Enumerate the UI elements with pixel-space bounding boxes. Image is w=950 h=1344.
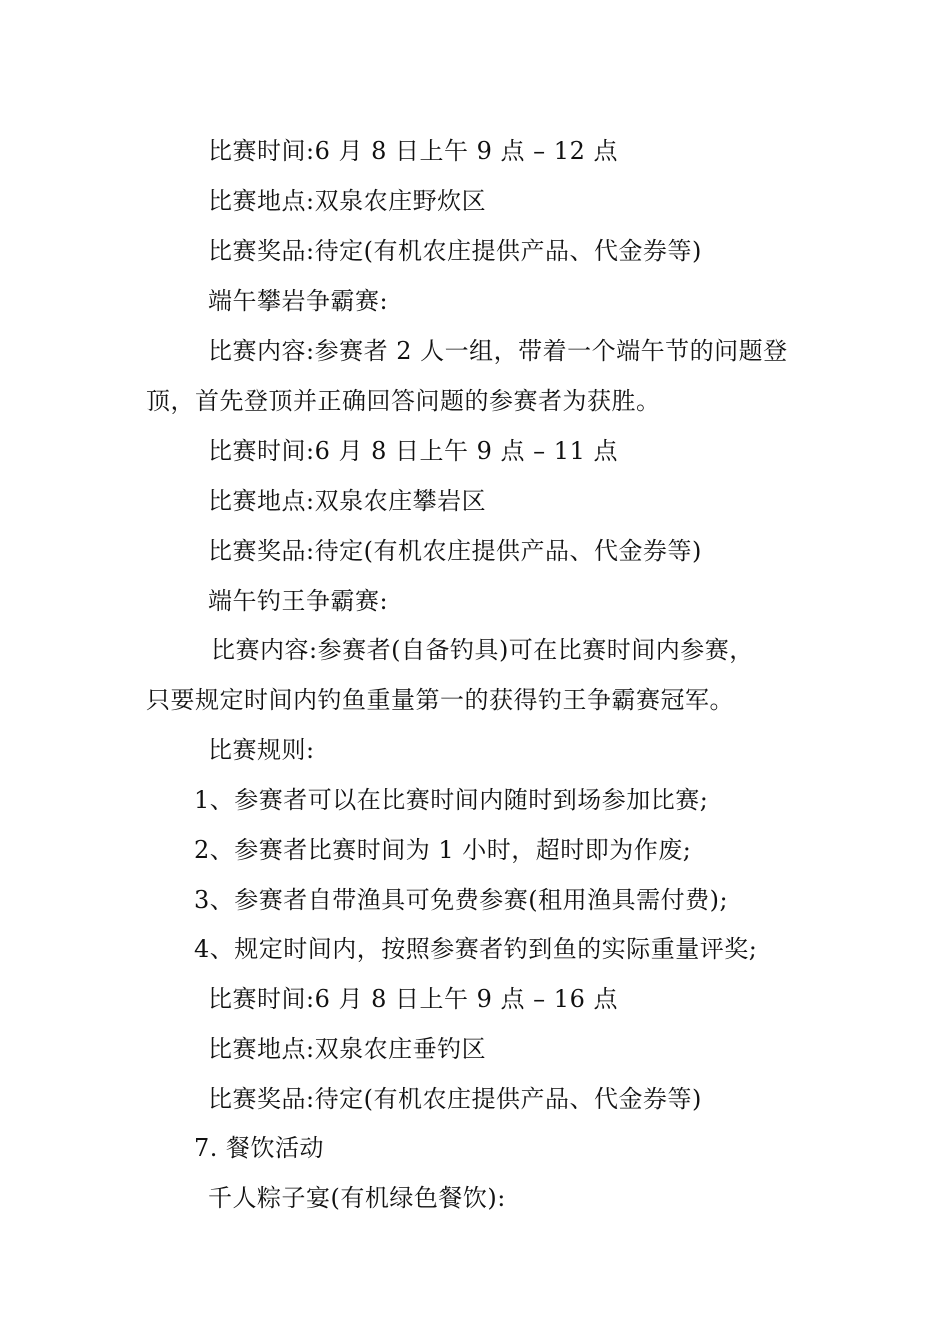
text-line: 比赛地点:双泉农庄攀岩区 — [208, 487, 487, 515]
text-line: 比赛时间:6 月 8 日上午 9 点 – 16 点 — [208, 985, 618, 1013]
section-heading: 比赛规则: — [208, 736, 315, 764]
text-line: 比赛时间:6 月 8 日上午 9 点 – 12 点 — [208, 137, 618, 165]
rule-item: 4、规定时间内，按照参赛者钓到鱼的实际重量评奖; — [194, 935, 758, 963]
text-line: 比赛内容:参赛者 2 人一组，带着一个端午节的问题登 — [208, 337, 788, 365]
text-line: 只要规定时间内钓鱼重量第一的获得钓王争霸赛冠军。 — [146, 686, 734, 714]
text-line: 比赛奖品:待定(有机农庄提供产品、代金券等) — [208, 237, 702, 265]
rule-item: 3、参赛者自带渔具可免费参赛(租用渔具需付费); — [194, 886, 729, 914]
rule-item: 2、参赛者比赛时间为 1 小时，超时即为作废; — [194, 836, 692, 864]
section-heading: 7. 餐饮活动 — [194, 1134, 325, 1162]
section-heading: 端午钓王争霸赛: — [208, 587, 389, 615]
text-line: 比赛奖品:待定(有机农庄提供产品、代金券等) — [208, 1085, 702, 1113]
section-heading: 端午攀岩争霸赛: — [208, 287, 389, 315]
text-line: 比赛地点:双泉农庄垂钓区 — [208, 1035, 487, 1063]
rule-item: 1、参赛者可以在比赛时间内随时到场参加比赛; — [194, 786, 709, 814]
text-line: 比赛内容:参赛者(自备钓具)可在比赛时间内参赛， — [211, 636, 754, 664]
section-heading: 千人粽子宴(有机绿色餐饮): — [208, 1184, 506, 1212]
text-line: 顶，首先登顶并正确回答问题的参赛者为获胜。 — [146, 387, 661, 415]
text-line: 比赛地点:双泉农庄野炊区 — [208, 187, 487, 215]
text-line: 比赛时间:6 月 8 日上午 9 点 – 11 点 — [208, 437, 618, 465]
text-line: 比赛奖品:待定(有机农庄提供产品、代金券等) — [208, 537, 702, 565]
